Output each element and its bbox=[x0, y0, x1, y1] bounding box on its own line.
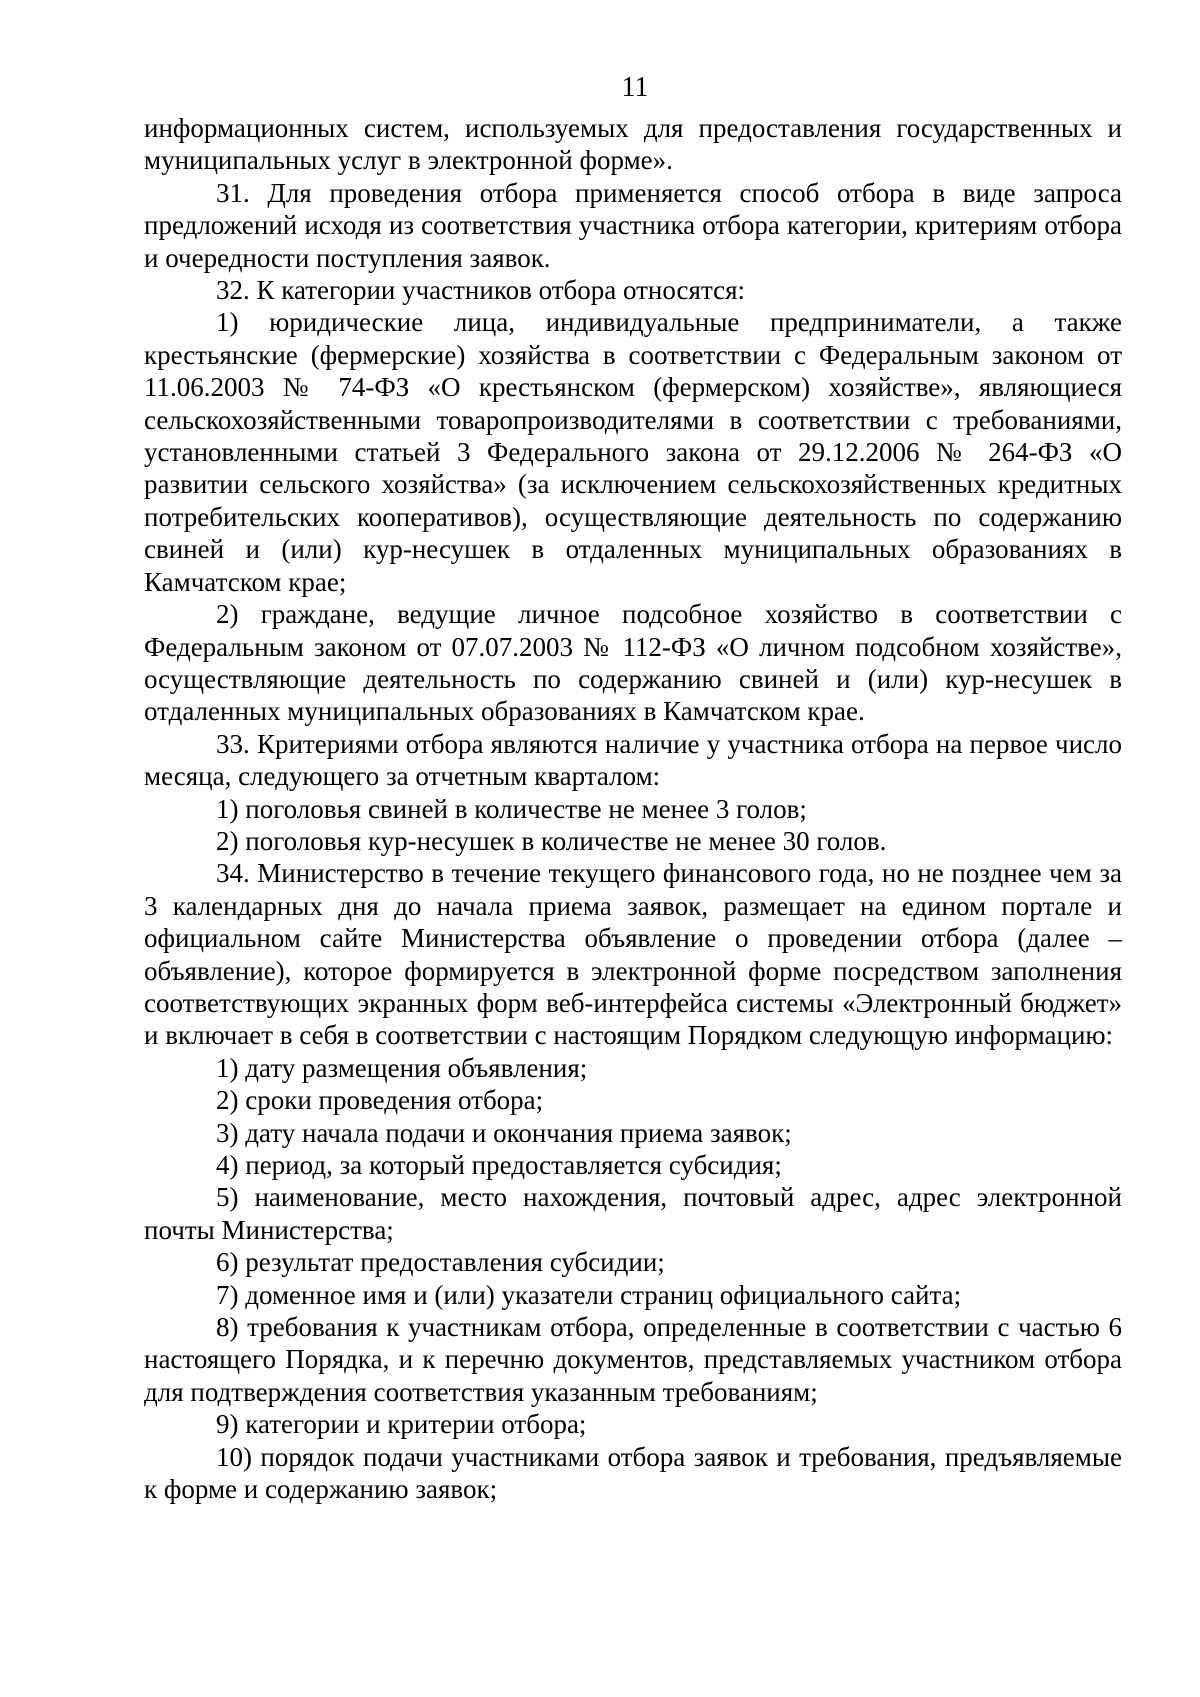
document-body bbox=[144, 112, 1122, 1505]
paragraph: 7) доменное имя и (или) указатели страниц официального сайта; bbox=[216, 1279, 962, 1310]
page-number: 11 bbox=[621, 72, 649, 103]
paragraph: 3) дату начала подачи и окончания приема заявок; bbox=[216, 1117, 792, 1148]
paragraph: 1) юридические лица, индивидуальные предприниматели, а также крестьянские (фермерские) хозяйства в соответствии с Федеральным законом от 11.06.2003 № 74-ФЗ «О крестьянском (фермерском) хозяйстве», являющиеся сельскохозяйственными товаропроизводителями в соответствии с требованиями, установленными статьей 3 Федерального закона от 29.12.2006 № 264-ФЗ «О развитии сельского хозяйства» (за исключением сельскохозяйственных кредитных потребительских кооперативов), осуществляющие деятельность по содержанию свиней и (или) кур-несушек в отдаленных муниципальных образованиях в Камчатском крае; bbox=[144, 307, 1122, 597]
paragraph: 10) порядок подачи участниками отбора заявок и требования, предъявляемые к форме и содержанию заявок; bbox=[144, 1441, 1122, 1505]
paragraph: 1) дату размещения объявления; bbox=[216, 1052, 588, 1083]
paragraph: информационных систем, используемых для предоставления государственных и муниципальных услуг в электронной форме». bbox=[144, 113, 1122, 176]
paragraph: 2) граждане, ведущие личное подсобное хозяйство в соответствии с Федеральным законом от 07.07.2003 № 112-ФЗ «О личном подсобном хозяйстве», осуществляющие деятельность по содержанию свиней и (или) кур-несушек в отдаленных муниципальных образованиях в Камчатском крае. bbox=[144, 599, 1122, 727]
paragraph: 34. Министерство в течение текущего финансового года, но не позднее чем за 3 календарных дня до начала приема заявок, размещает на едином портале и официальном сайте Министерства объявление о проведении отбора (далее – объявление), которое формируется в электронной форме посредством заполнения соответствующих экранных форм веб-интерфейса системы «Электронный бюджет» и включает в себя в соответствии с настоящим Порядком следующую информацию: bbox=[144, 858, 1122, 1051]
paragraph: 2) сроки проведения отбора; bbox=[216, 1085, 544, 1116]
paragraph: 4) период, за который предоставляется субсидия; bbox=[216, 1150, 782, 1180]
paragraph: 2) поголовья кур-несушек в количестве не менее 30 голов. bbox=[216, 825, 887, 856]
paragraph: 5) наименование, место нахождения, почтовый адрес, адрес электронной почты Министерства; bbox=[144, 1182, 1122, 1245]
paragraph: 8) требования к участникам отбора, определенные в соответствии с частью 6 настоящего Порядка, и к перечню документов, представляемых участником отбора для подтверждения соответствия указанным требованиям; bbox=[144, 1312, 1122, 1407]
paragraph: 32. К категории участников отбора относятся: bbox=[216, 275, 745, 306]
paragraph: 31. Для проведения отбора применяется способ отбора в виде запроса предложений исходя из соответствия участника отбора категории, критериям отбора и очередности поступления заявок. bbox=[144, 177, 1122, 273]
paragraph: 1) поголовья свиней в количестве не менее 3 голов; bbox=[216, 793, 807, 824]
paragraph: 33. Критериями отбора являются наличие у участника отбора на первое число месяца, следующего за отчетным кварталом: bbox=[144, 728, 1122, 792]
paragraph: 9) категории и критерии отбора; bbox=[216, 1409, 587, 1440]
paragraph: 6) результат предоставления субсидии; bbox=[216, 1247, 665, 1278]
